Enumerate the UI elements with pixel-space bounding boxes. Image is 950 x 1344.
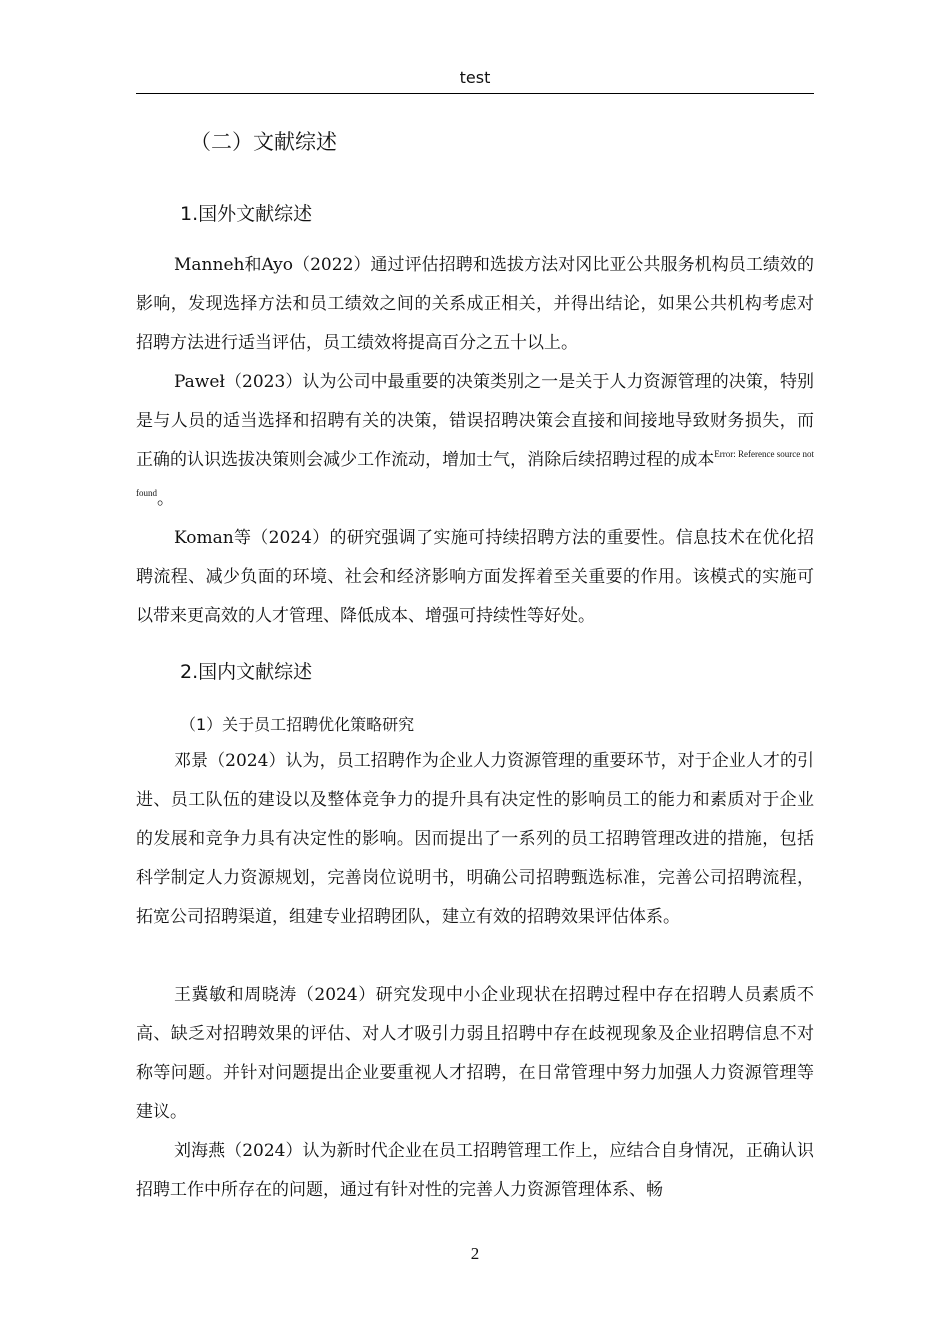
foreign-paragraph-1: Manneh和Ayo（2022）通过评估招聘和选拔方法对冈比亚公共服务机构员工绩效的影响，发现选择方法和员工绩效之间的关系成正相关，并得出结论，如果公共机构考虑对招聘方法进行适当评估，员工绩效将提高百分之五十以上。: [136, 255, 814, 353]
foreign-paragraph-2-end: 。: [157, 489, 174, 509]
domestic-review-heading: 2.国内文献综述: [180, 661, 313, 683]
page-number: 2: [470, 1244, 480, 1263]
running-header: test: [459, 68, 491, 87]
domestic-paragraph-1: 邓景（2024）认为，员工招聘作为企业人力资源管理的重要环节，对于企业人才的引进、员工队伍的建设以及整体竞争力的提升具有决定性的影响员工的能力和素质对于企业的发展和竞争力具有决定性的影响。因而提出了一系列的员工招聘管理改进的措施，包括科学制定人力资源规划，完善岗位说明书，明确公司招聘甄选标准，完善公司招聘流程，拓宽公司招聘渠道，组建专业招聘团队，建立有效的招聘效果评估体系。: [136, 751, 814, 927]
domestic-paragraph-3: 刘海燕（2024）认为新时代企业在员工招聘管理工作上，应结合自身情况，正确认识招聘工作中所存在的问题，通过有针对性的完善人力资源管理体系、畅: [136, 1141, 814, 1200]
section-title: （二）文献综述: [190, 130, 337, 154]
domestic-paragraph-2: 王冀敏和周晓涛（2024）研究发现中小企业现状在招聘过程中存在招聘人员素质不高、缺乏对招聘效果的评估、对人才吸引力弱且招聘中存在歧视现象及企业招聘信息不对称等问题。并针对问题提出企业要重视人才招聘，在日常管理中努力加强人力资源管理等建议。: [136, 985, 814, 1122]
foreign-paragraph-2-text: Paweł（2023）认为公司中最重要的决策类别之一是关于人力资源管理的决策，特别是与人员的适当选择和招聘有关的决策，错误招聘决策会直接和间接地导致财务损失，而正确的认识选拔决策则会减少工作流动，增加士气，消除后续招聘过程的成本: [136, 372, 814, 470]
foreign-paragraph-3: Koman等（2024）的研究强调了实施可持续招聘方法的重要性。信息技术在优化招聘流程、减少负面的环境、社会和经济影响方面发挥着至关重要的作用。该模式的实施可以带来更高效的人才管理、降低成本、增强可持续性等好处。: [136, 528, 814, 626]
header-rule: [136, 93, 814, 94]
foreign-paragraph-2: [136, 363, 814, 519]
reference-error-note: Error: Reference source not found: [136, 449, 815, 498]
foreign-review-heading: 1.国外文献综述: [180, 203, 313, 225]
domestic-subheading: （1）关于员工招聘优化策略研究: [180, 715, 415, 734]
